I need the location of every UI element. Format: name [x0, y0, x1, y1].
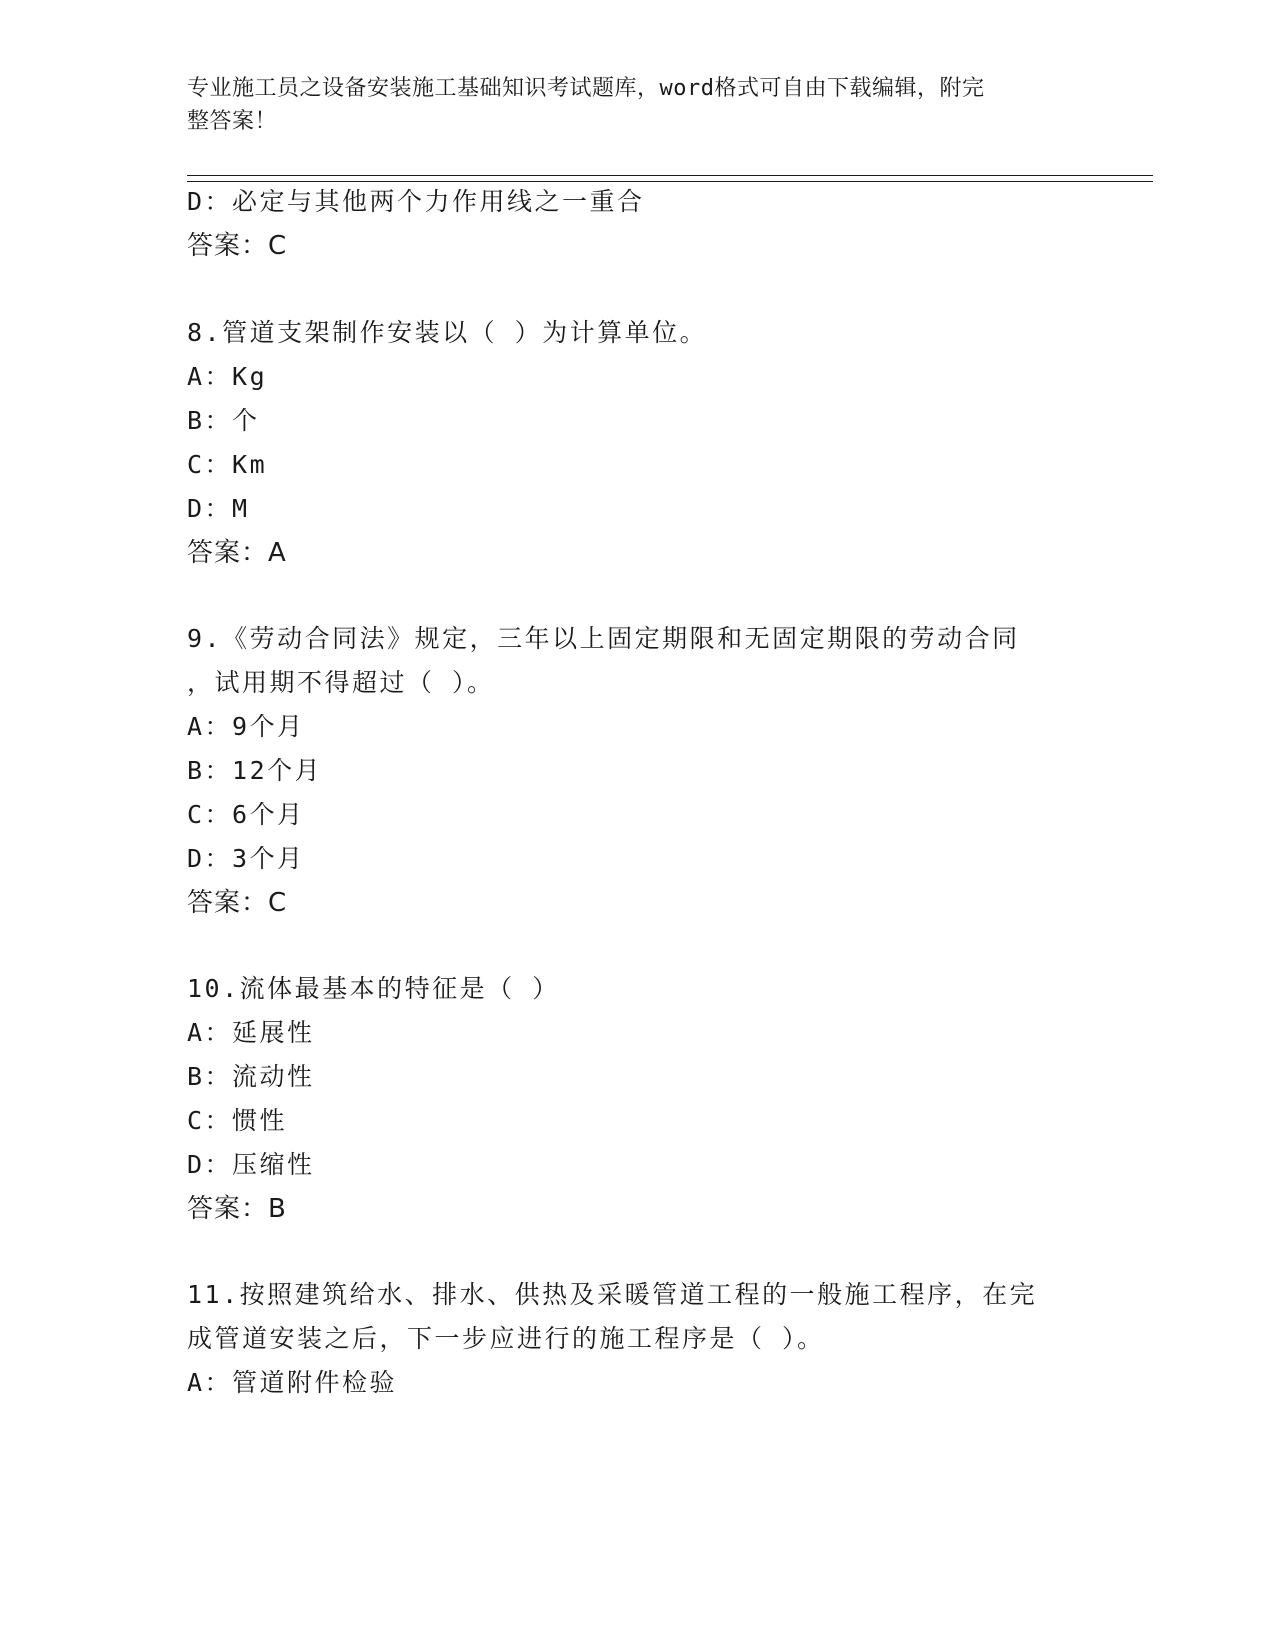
q10-option-d: D：压缩性	[187, 1150, 315, 1179]
prev-question-option-d: D：必定与其他两个力作用线之一重合	[187, 187, 645, 216]
q9-option-b: B：12个月	[187, 756, 323, 785]
q10-option-a: A：延展性	[187, 1018, 315, 1047]
document-header	[187, 72, 1067, 138]
q8-option-d: D：M	[187, 494, 250, 523]
q9-stem-line-1: 9.《劳动合同法》规定，三年以上固定期限和无固定期限的劳动合同	[187, 624, 1020, 653]
q10-option-b: B：流动性	[187, 1062, 315, 1091]
q8-option-b: B：个	[187, 406, 260, 435]
q8-option-c: C：Km	[187, 450, 268, 479]
q9-option-c: C：6个月	[187, 800, 305, 829]
q9-option-d: D：3个月	[187, 844, 305, 873]
q10-stem: 10.流体最基本的特征是（ ）	[187, 974, 560, 1003]
q8-option-a: A：Kg	[187, 362, 268, 391]
q11-stem-line-1: 11.按照建筑给水、排水、供热及采暖管道工程的一般施工程序，在完	[187, 1280, 1038, 1309]
q9-answer: 答案：C	[187, 888, 288, 918]
header-line-1: 专业施工员之设备安装施工基础知识考试题库，word格式可自由下载编辑，附完	[187, 76, 985, 101]
header-divider-bottom	[187, 181, 1153, 182]
prev-question-answer: 答案：C	[187, 231, 288, 261]
q10-answer: 答案：B	[187, 1194, 287, 1224]
header-divider-top	[187, 175, 1153, 176]
q8-stem: 8.管道支架制作安装以（ ）为计算单位。	[187, 318, 708, 347]
q8-answer: 答案：A	[187, 538, 287, 568]
q9-stem-line-2: ，试用期不得超过（ ）。	[187, 668, 495, 697]
q11-option-a: A：管道附件检验	[187, 1368, 398, 1397]
q9-option-a: A：9个月	[187, 712, 305, 741]
header-line-2: 整答案！	[187, 109, 278, 134]
q11-stem-line-2: 成管道安装之后，下一步应进行的施工程序是（ ）。	[187, 1324, 825, 1353]
q10-option-c: C：惯性	[187, 1106, 288, 1135]
